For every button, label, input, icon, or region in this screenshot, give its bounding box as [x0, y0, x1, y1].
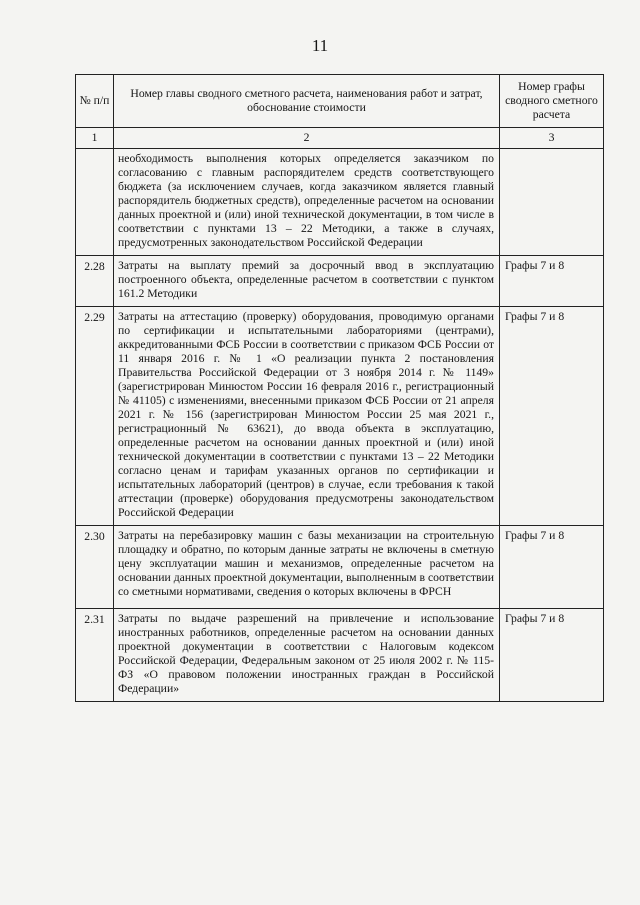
- header-num: № п/п: [76, 75, 114, 128]
- row-number: 2.29: [76, 307, 114, 526]
- header-column-ref: Номер графы сводного сметного расчета: [500, 75, 604, 128]
- table-header-row: [76, 75, 604, 128]
- row-description: Затраты на выплату премий за досрочный ввод в эксплуатацию построенного объекта, определенные расчетом в соответствии с пунктом 161.2 Методики: [114, 256, 500, 307]
- row-description: Затраты на перебазировку машин с базы механизации на строительную площадку и обратно, по которым данные затраты не включены в сметную цену эксплуатации машин и механизмов, определенные расчетом на основании данных проектной документации, выполненным в соответствии со сметными нормативами, сведения о которых включены в ФРСН: [114, 526, 500, 609]
- row-description: Затраты по выдаче разрешений на привлечение и использование иностранных работников, определенные расчетом на основании данных проектной документации в соответствии с Налоговым кодексом Российской Федерации, Федеральным законом от 25 июля 2002 г. № 115-ФЗ «О правовом положении иностранных граждан в Российской Федерации»: [114, 609, 500, 702]
- column-index: 2: [114, 128, 500, 149]
- row-column-ref: Графы 7 и 8: [500, 307, 604, 526]
- page-number: 11: [311, 36, 329, 55]
- table-row: [76, 609, 604, 702]
- row-number: 2.28: [76, 256, 114, 307]
- header-description: Номер главы сводного сметного расчета, наименования работ и затрат, обоснование стоимости: [114, 75, 500, 128]
- row-description: Затраты на аттестацию (проверку) оборудования, проводимую органами по сертификации и испытательными лабораториями (центрами), аккредитованными ФСБ России в соответствии с приказом ФСБ России от 11 января 2016 г. № 1 «О реализации пункта 2 постановления Правительства Российской Федерации от 3 ноября 2014 г. № 1149» (зарегистрирован Минюстом России 16 февраля 2016 г., регистрационный № 41105) с изменениями, внесенными приказом ФСБ России от 21 апреля 2021 г. № 156 (зарегистрирован Минюстом России 25 мая 2021 г., регистрационный № 63621), до ввода объекта в эксплуатацию, определенные расчетом на основании данных проектной и (или) иной технической документации в соответствии с пунктами 13 – 22 Методики согласно ценам и тарифам указанных органов по сертификации и испытательных лабораторий (центров) в случае, если требования к такой аттестации (проверке) оборудования предусмотрены законодательством Российской Федерации: [114, 307, 500, 526]
- row-number: [76, 149, 114, 256]
- row-number: 2.30: [76, 526, 114, 609]
- table-row: [76, 149, 604, 256]
- table-row: [76, 526, 604, 609]
- column-index: 1: [76, 128, 114, 149]
- column-index: 3: [500, 128, 604, 149]
- row-column-ref: [500, 149, 604, 256]
- table-row: [76, 256, 604, 307]
- row-column-ref: Графы 7 и 8: [500, 609, 604, 702]
- column-index-row: [76, 128, 604, 149]
- row-column-ref: Графы 7 и 8: [500, 256, 604, 307]
- row-number: 2.31: [76, 609, 114, 702]
- cost-table: [75, 74, 604, 702]
- row-column-ref: Графы 7 и 8: [500, 526, 604, 609]
- table-row: [76, 307, 604, 526]
- row-description: необходимость выполнения которых определяется заказчиком по согласованию с главным распорядителем средств соответствующего бюджета (за исключением случаев, когда заказчиком является главный распорядитель бюджетных средств), определенные расчетом на основании данных проектной и (или) иной технической документации, в том числе в соответствии с пунктами 13 – 22 Методики, а также в случаях, предусмотренных законодательством Российской Федерации: [114, 149, 500, 256]
